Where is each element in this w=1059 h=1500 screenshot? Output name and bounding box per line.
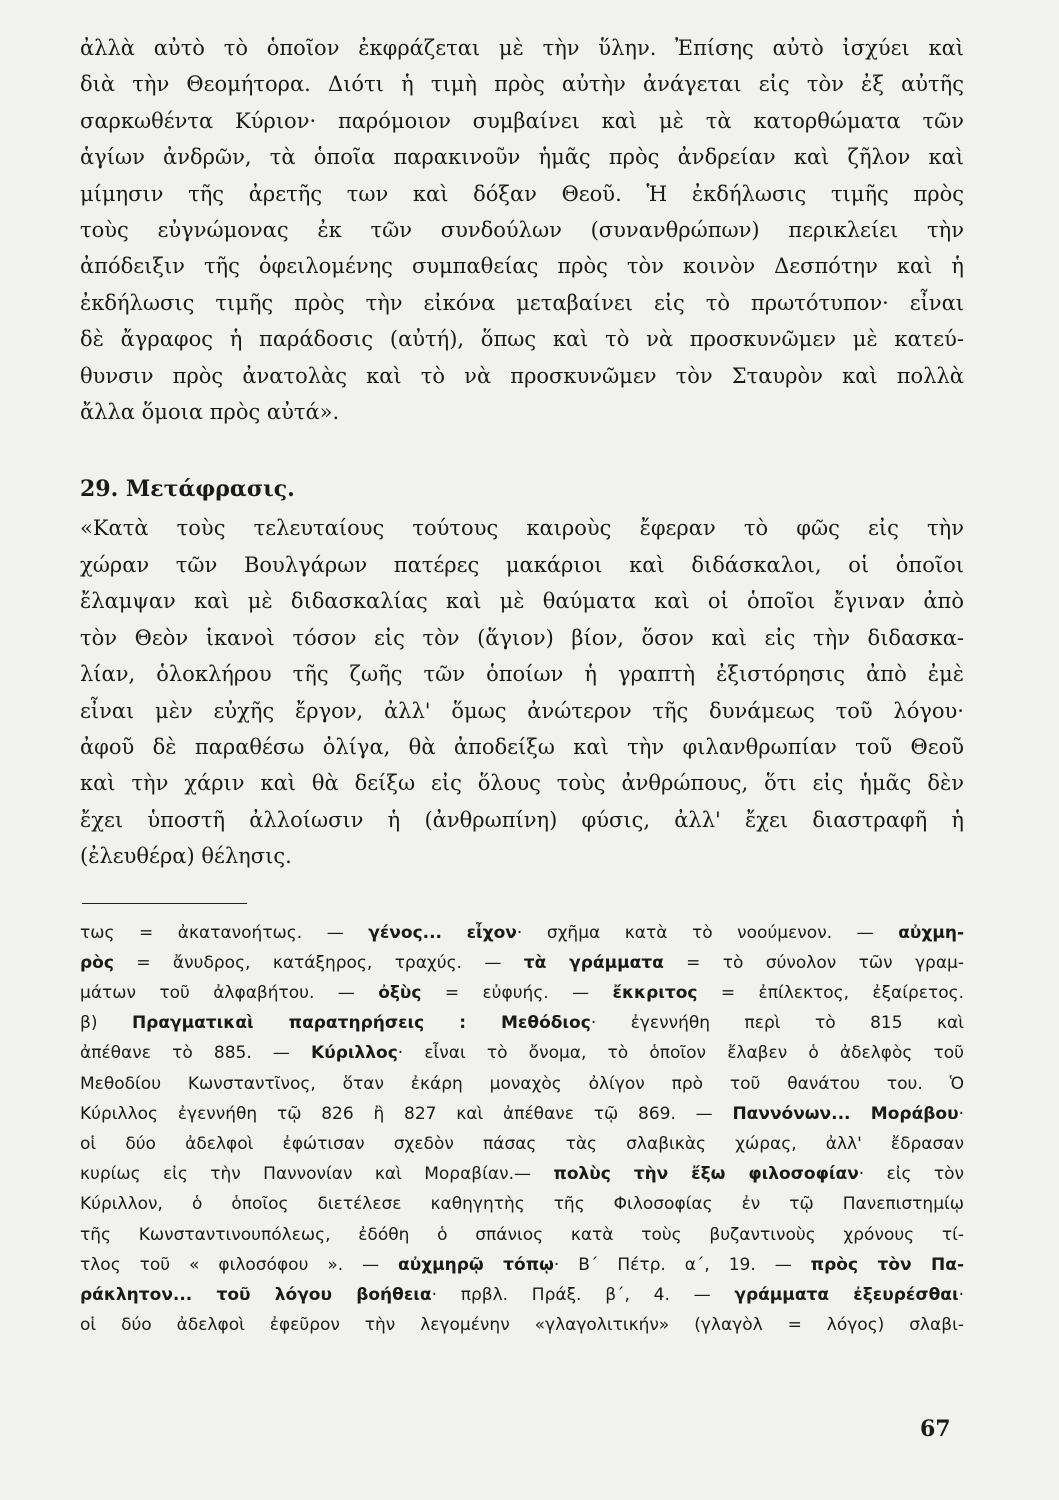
footnote-term: Παννόνων... Μοράβου [732, 1103, 959, 1124]
footnote-term: αὐχμη- [898, 922, 964, 943]
text-line: «Κατὰ τοὺς τελευταίους τούτους καιροὺς ἔφεραν τὸ φῶς εἰς τὴν [80, 516, 964, 541]
footnote-text: · εἶναι τὸ ὄνομα, τὸ ὁποῖον ἔλαβεν ὁ ἀδελφὸς τοῦ [397, 1043, 964, 1064]
footnote-line [80, 1129, 964, 1159]
footnote-line [80, 1008, 964, 1038]
footnote-text [442, 923, 467, 943]
footnote-line [80, 1250, 964, 1280]
text-line: τοὺς εὐγνώμονας ἐκ τῶν συνδούλων (συνανθρώπων) περικλείει τὴν [80, 218, 964, 243]
footnote-text: = εὐφυής. — [421, 982, 613, 1003]
footnote-term: ὀξὺς [378, 982, 422, 1003]
footnote-line [80, 1280, 964, 1310]
footnote-term: αὐχμηρῷ τόπῳ [398, 1254, 554, 1275]
text-line: ἔχει ὑποστῆ ἀλλοίωσιν ἡ (ἀνθρωπίνη) φύσις, ἀλλ' ἔχει διαστραφῆ ἡ [80, 807, 964, 832]
footnote-term: γράμματα ἐξευρέσθαι [734, 1284, 959, 1305]
text-line: εἶναι μὲν εὐχῆς ἔργον, ἀλλ' ὅμως ἀνώτερον τῆς δυνάμεως τοῦ λόγου· [80, 698, 964, 723]
page-number: 67 [920, 1416, 951, 1442]
footnote-line [80, 1038, 964, 1068]
main-paragraph [80, 30, 964, 430]
footnote-term: Κύριλλος [311, 1043, 398, 1064]
footnote-text: · σχῆμα κατὰ τὸ νοούμενον. — [516, 922, 899, 943]
footnote-text: τλος τοῦ « φιλοσόφου ». — [80, 1254, 399, 1275]
section-heading: 29. Μετάφρασις. [80, 476, 295, 503]
text-line: ἀπόδειξιν τῆς ὀφειλομένης συμπαθείας πρὸς τὸν κοινὸν Δεσπότην καὶ ἡ [80, 254, 964, 279]
footnote-text: τως = ἀκατανοήτως. — [80, 922, 369, 943]
footnote-line [80, 1189, 964, 1219]
footnote-text: Κύριλλος ἐγεννήθη τῷ 826 ἢ 827 καὶ ἀπέθανε τῷ 869. — [80, 1103, 733, 1124]
footnote-term: ρὸς [80, 952, 114, 973]
footnote-line [80, 1069, 964, 1099]
footnote-text: · Β΄ Πέτρ. α΄, 19. — [553, 1254, 811, 1275]
footnote-line [80, 1159, 964, 1189]
footnote-divider [82, 903, 247, 904]
text-line: χώραν τῶν Βουλγάρων πατέρες μακάριοι καὶ διδάσκαλοι, οἱ ὁποῖοι [80, 552, 964, 577]
footnote-line [80, 948, 964, 978]
footnote-text: β) [80, 1013, 132, 1034]
footnote-text: ἀπέθανε τὸ 885. — [80, 1043, 312, 1064]
footnote-text: · [958, 1284, 964, 1305]
footnote-text: Μεθοδίου Κωνσταντῖνος, ὅταν ἐκάρη μοναχὸς ὀλίγον πρὸ τοῦ θανάτου του. Ὁ [80, 1073, 964, 1094]
text-line: θυνσιν πρὸς ἀνατολὰς καὶ τὸ νὰ προσκυνῶμεν τὸν Σταυρὸν καὶ πολλὰ [80, 363, 964, 388]
text-line: μίμησιν τῆς ἀρετῆς των καὶ δόξαν Θεοῦ. Ἡ ἐκδήλωσις τιμῆς πρὸς [80, 181, 964, 206]
footnote-text: = ἄνυδρος, κατάξηρος, τραχύς. — [113, 952, 524, 973]
footnote-text: · [958, 1103, 964, 1124]
footnote-text: μάτων τοῦ ἀλφαβήτου. — [80, 982, 379, 1003]
translation-paragraph [80, 510, 964, 874]
footnote-term: πρὸς τὸν Πα- [810, 1254, 964, 1275]
text-line: ἐκδήλωσις τιμῆς πρὸς τὴν εἰκόνα μεταβαίνει εἰς τὸ πρωτότυπον· εἶναι [80, 290, 964, 315]
footnote-term: ἔκκριτος [612, 982, 698, 1003]
footnote-line [80, 918, 964, 948]
footnote-text: · πρβλ. Πράξ. β΄, 4. — [431, 1284, 735, 1305]
book-page [80, 30, 964, 1340]
footnote-term: εἶχον [466, 922, 517, 943]
footnote-line [80, 1220, 964, 1250]
text-line: (ἐλευθέρα) θέλησις. [80, 844, 292, 869]
footnote-line [80, 1099, 964, 1129]
footnote-text: οἱ δύο ἀδελφοὶ ἐφώτισαν σχεδὸν πάσας τὰς σλαβικὰς χώρας, ἀλλ' ἔδρασαν [80, 1133, 964, 1154]
text-line: ἀλλὰ αὐτὸ τὸ ὁποῖον ἐκφράζεται μὲ τὴν ὕλην. Ἐπίσης αὐτὸ ἰσχύει καὶ [80, 36, 964, 60]
footnote-text: τῆς Κωνσταντινουπόλεως, ἐδόθη ὁ σπάνιος κατὰ τοὺς βυζαντινοὺς χρόνους τί- [80, 1224, 964, 1245]
text-line: καὶ τὴν χάριν καὶ θὰ δείξω εἰς ὅλους τοὺς ἀνθρώπους, ὅτι εἰς ἡμᾶς δὲν [80, 771, 964, 796]
footnote-line [80, 978, 964, 1008]
footnote-term: Πραγματικαὶ παρατηρήσεις : Μεθόδιος [131, 1013, 591, 1034]
footnote-text: κυρίως εἰς τὴν Παννονίαν καὶ Μοραβίαν.— [80, 1164, 554, 1185]
text-line: ἀφοῦ δὲ παραθέσω ὀλίγα, θὰ ἀποδείξω καὶ τὴν φιλανθρωπίαν τοῦ Θεοῦ [80, 734, 964, 759]
footnote-term: ράκλητον... τοῦ λόγου βοήθεια [80, 1284, 432, 1305]
footnote-text: · εἰς τὸν [858, 1164, 965, 1185]
text-line: ἄλλα ὅμοια πρὸς αὐτά». [80, 400, 340, 425]
footnote-term: γένος... [368, 922, 443, 943]
text-line: διὰ τὴν Θεομήτορα. Διότι ἡ τιμὴ πρὸς αὐτὴν ἀνάγεται εἰς τὸν ἐξ αὐτῆς [80, 72, 964, 97]
footnote-term: τὰ γράμματα [523, 952, 664, 973]
text-line: ἁγίων ἀνδρῶν, τὰ ὁποῖα παρακινοῦν ἡμᾶς πρὸς ἀνδρείαν καὶ ζῆλον καὶ [80, 145, 964, 170]
footnote-line [80, 1310, 964, 1340]
footnotes [80, 918, 964, 1341]
footnote-text: = τὸ σύνολον τῶν γραμ- [663, 952, 964, 973]
footnote-text: · ἐγεννήθη περὶ τὸ 815 καὶ [590, 1013, 964, 1034]
footnote-text: = ἐπίλεκτος, ἐξαίρετος. [697, 982, 964, 1003]
footnote-term: πολὺς τὴν ἔξω φιλοσοφίαν [553, 1164, 859, 1185]
footnote-text: οἱ δύο ἀδελφοὶ ἐφεῦρον τὴν λεγομένην «γλαγολιτικήν» (γλαγὸλ = λόγος) σλαβι- [80, 1315, 964, 1336]
text-line: ἔλαμψαν καὶ μὲ διδασκαλίας καὶ μὲ θαύματα καὶ οἱ ὁποῖοι ἔγιναν ἀπὸ [80, 589, 964, 614]
text-line: δὲ ἄγραφος ἡ παράδοσις (αὐτή), ὅπως καὶ τὸ νὰ προσκυνῶμεν μὲ κατεύ- [80, 327, 964, 352]
footnote-text: Κύριλλον, ὁ ὁποῖος διετέλεσε καθηγητὴς τῆς Φιλοσοφίας ἐν τῷ Πανεπιστημίῳ [80, 1194, 964, 1215]
text-line: σαρκωθέντα Κύριον· παρόμοιον συμβαίνει καὶ μὲ τὰ κατορθώματα τῶν [80, 108, 964, 133]
text-line: λίαν, ὁλοκλήρου τῆς ζωῆς τῶν ὁποίων ἡ γραπτὴ ἐξιστόρησις ἀπὸ ἐμὲ [80, 662, 964, 687]
text-line: τὸν Θεὸν ἱκανοὶ τόσον εἰς τὸν (ἅγιον) βίον, ὅσον καὶ εἰς τὴν διδασκα- [80, 625, 964, 650]
